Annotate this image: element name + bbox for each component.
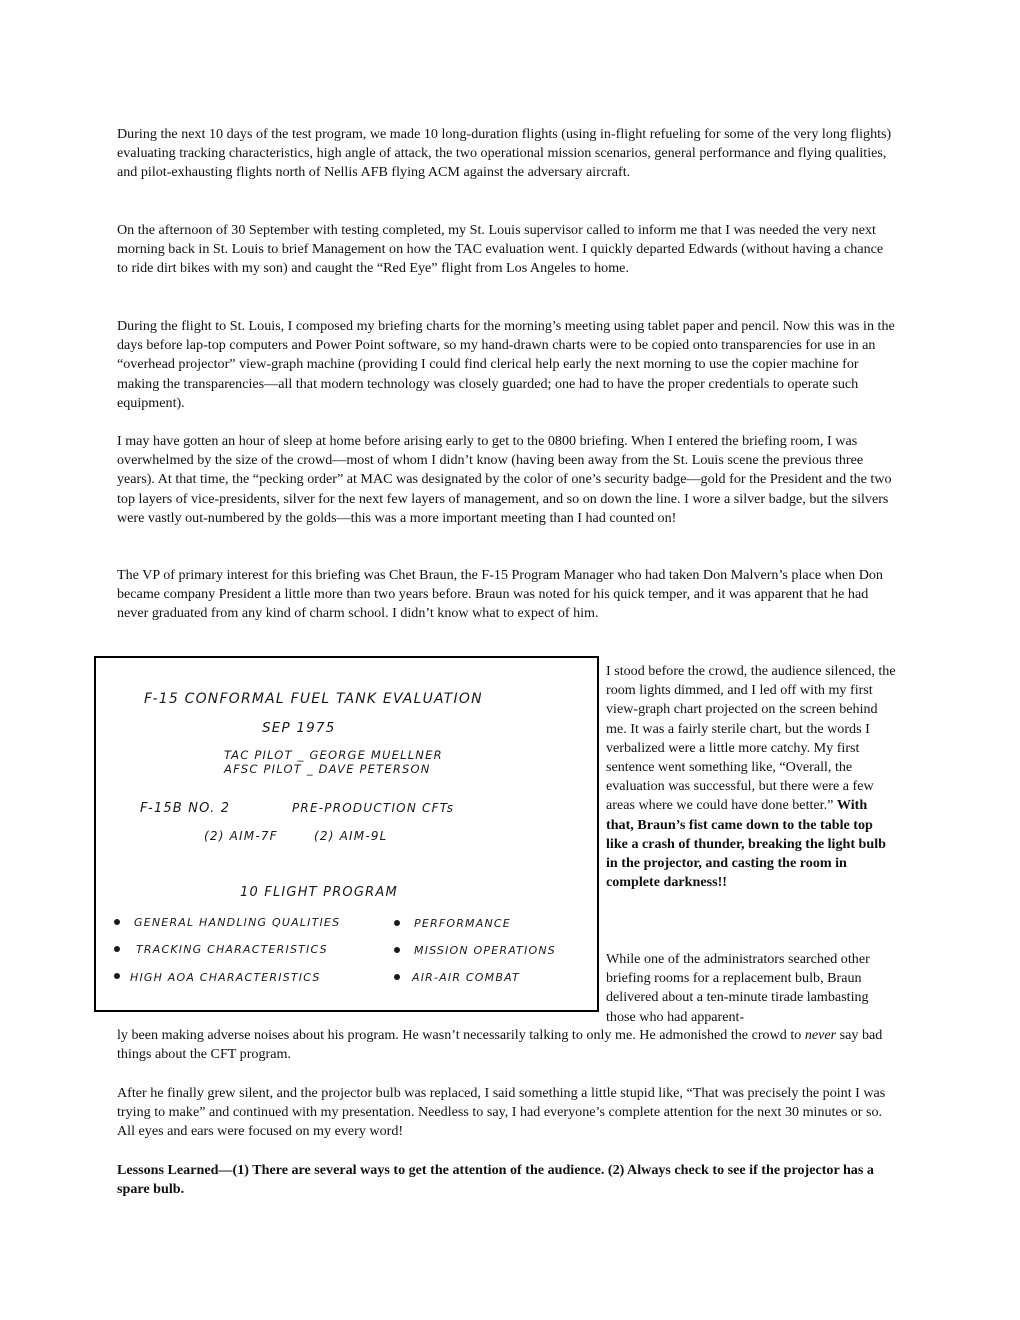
paragraph-replacement-bulb: While one of the administrators searched other briefing rooms for a replacement bulb, Braun delivered about a ten-minute tirade lambasting those who had apparent- — [606, 951, 870, 1025]
bullet-icon — [394, 947, 400, 953]
paragraph-briefing-start — [606, 662, 898, 892]
paragraph-vp-braun: The VP of primary interest for this briefing was Chet Braun, the F-15 Program Manager who had taken Don Malvern’s place when Don became company President a little more than two years before. Braun was noted for his quick temper, and it was apparent that he had never graduated from any kind of charm school. I didn’t know what to expect of him. — [117, 567, 883, 622]
bullet-icon — [394, 974, 400, 980]
chart-tac-pilot: TAC PILOT _ GEORGE MUELLNER — [224, 748, 443, 762]
chart-item-general-handling: GENERAL HANDLING QUALITIES — [134, 916, 341, 929]
chart-aircraft: F-15B NO. 2 — [140, 801, 231, 816]
paragraph-test-flights: During the next 10 days of the test program, we made 10 long-duration flights (using in-flight refueling for some of the very long flights) evaluating tracking characteristics, high angle of attack, the two operational mission scenarios, general performance and flying qualities, and pilot-exhausting flights north of Nellis AFB flying ACM against the adversary aircraft. — [117, 126, 892, 181]
handwritten-chart-figure — [94, 656, 599, 1012]
chart-program: 10 FLIGHT PROGRAM — [240, 885, 398, 900]
paragraph-briefing-room: I may have gotten an hour of sleep at home before arising early to get to the 0800 briefing. When I entered the briefing room, I was overwhelmed by the size of the crowd—most of whom I didn’t know (having been away from the St. Louis scene the previous three years). At that time, the “pecking order” at MAC was designated by the color of one’s security badge—gold for the President and the two top layers of vice-presidents, silver for the next few layers of management, and so on down the line. I wore a silver badge, but the silvers were vastly out-numbered by the golds—this was a more important meeting than I had counted on! — [117, 433, 892, 526]
chart-item-performance: PERFORMANCE — [414, 917, 511, 930]
tirade-text-a: ly been making adverse noises about his program. He wasn’t necessarily talking to only me. He admonished the crowd to — [117, 1027, 805, 1043]
chart-item-high-aoa: HIGH AOA CHARACTERISTICS — [130, 971, 321, 984]
bullet-icon — [114, 919, 120, 925]
chart-date: SEP 1975 — [262, 720, 336, 736]
chart-weapon-aim9l: (2) AIM-9L — [314, 829, 388, 843]
chart-weapon-aim7f: (2) AIM-7F — [204, 829, 278, 843]
chart-title: F-15 CONFORMAL FUEL TANK EVALUATION — [144, 691, 483, 707]
chart-drawing — [96, 658, 596, 1009]
emphasis-never: never — [804, 1027, 837, 1043]
tirade-text-b: say bad things about the CFT program. — [117, 1027, 883, 1063]
bullet-icon — [394, 920, 400, 926]
chart-item-tracking: TRACKING CHARACTERISTICS — [136, 943, 328, 956]
paragraph-presentation-continued: After he finally grew silent, and the projector bulb was replaced, I said something a little stupid like, “That was precisely the point I was trying to make” and continued with my presentation. Needless to say, I had everyone’s complete attention for the next 30 minutes or so. All eyes and ears were focused on my every word! — [117, 1085, 886, 1140]
chart-configuration: PRE-PRODUCTION CFTs — [292, 801, 455, 815]
bullet-icon — [114, 946, 120, 952]
paragraph-tirade-continued — [117, 1026, 895, 1064]
paragraph-testing-completed: On the afternoon of 30 September with testing completed, my St. Louis supervisor called to inform me that I was needed the very next morning back in St. Louis to brief Management on how the TAC evaluation went. I quickly departed Edwards (without having a chance to ride dirt bikes with my son) and caught the “Red Eye” flight from Los Angeles to home. — [117, 222, 884, 277]
chart-afsc-pilot: AFSC PILOT _ DAVE PETERSON — [224, 762, 431, 776]
chart-item-air-combat: AIR-AIR COMBAT — [412, 971, 520, 984]
briefing-start-text: I stood before the crowd, the audience silenced, the room lights dimmed, and I led off with my first view-graph chart projected on the screen behind me. It was a fairly sterile chart, but the words I verbalized were a little more catchy. My first sentence went something like, “Overall, the evaluation was successful, but there were a few areas where we could have done better.” — [606, 663, 896, 814]
braun-fist-text: With that, Braun’s fist came down to the table top like a crash of thunder, breaking the light bulb in the projector, and casting the room in complete darkness!! — [606, 797, 886, 891]
paragraph-briefing-charts: During the flight to St. Louis, I composed my briefing charts for the morning’s meeting using tablet paper and pencil. Now this was in the days before lap-top computers and Power Point software, so my hand-drawn charts were to be copied onto transparencies for use in an “overhead projector” view-graph machine (providing I could find clerical help early the next morning to use the copier machine for making the transparencies—all that modern technology was closely guarded; one had to have the proper credentials to operate such equipment). — [117, 318, 895, 411]
paragraph-lessons-learned — [117, 1161, 895, 1199]
lessons-learned-text: Lessons Learned—(1) There are several ways to get the attention of the audience. (2) Always check to see if the projector has a spare bulb. — [117, 1162, 874, 1198]
chart-item-mission-operations: MISSION OPERATIONS — [414, 944, 556, 957]
bullet-icon — [114, 973, 120, 979]
